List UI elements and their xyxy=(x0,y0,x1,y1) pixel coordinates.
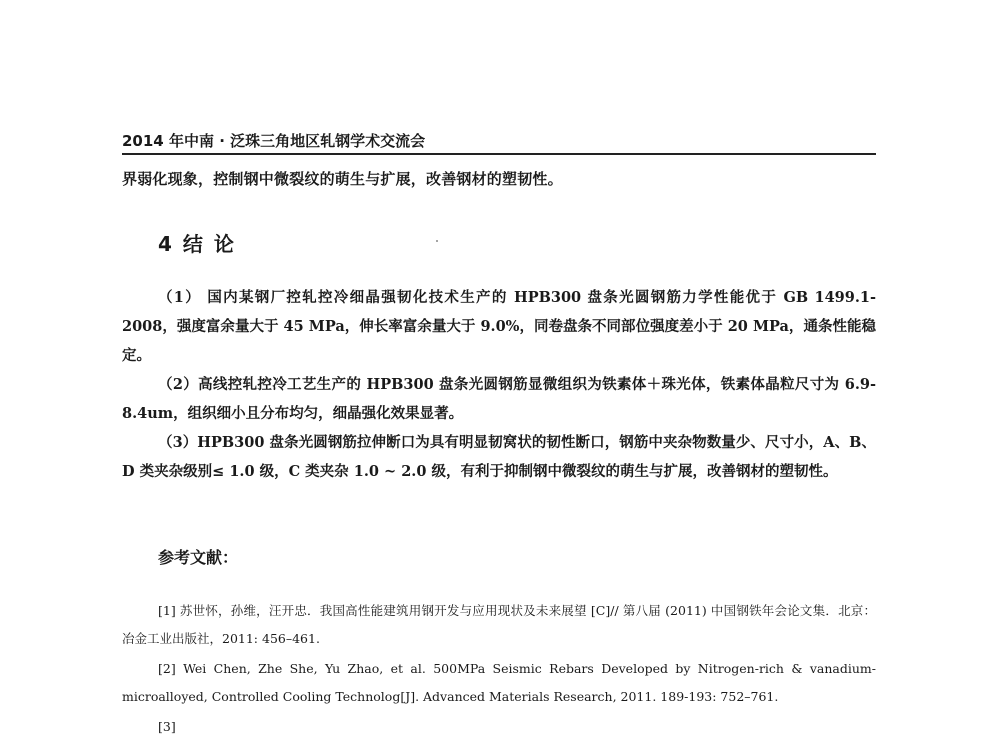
reference-item: [2] Wei Chen, Zhe She, Yu Zhao, et al. 500MPa Seismic Rebars Developed by Nitrogen-rich & vanadium-microalloyed, Controlled Cooling Technolog[J]. Advanced Materials Research, 2011. 189-193: 752–761. xyxy=(122,661,876,704)
running-header: 2014 年中南 · 泛珠三角地区轧钢学术交流会 xyxy=(122,132,426,150)
reference-item: [3] xyxy=(158,719,176,734)
conclusion-paragraph: （3）HPB300 盘条光圆钢筋拉伸断口为具有明显韧窝状的韧性断口，钢筋中夹杂物数量少、尺寸小，A、B、D 类夹杂级别≤ 1.0 级，C 类夹杂 1.0 ~ 2.0 级，有利于抑制钢中微裂纹的萌生与扩展，改善钢材的塑韧性。 xyxy=(122,434,876,480)
scan-speck xyxy=(436,240,438,242)
conclusion-paragraph: （2）高线控轧控冷工艺生产的 HPB300 盘条光圆钢筋显微组织为铁素体＋珠光体，铁素体晶粒尺寸为 6.9-8.4um，组织细小且分布均匀，细晶强化效果显著。 xyxy=(122,376,876,422)
reference-item: [1] 苏世怀，孙维，汪开忠．我国高性能建筑用钢开发与应用现状及未来展望 [C]// 第八届 (2011) 中国钢铁年会论文集．北京：冶金工业出版社，2011: 456–461. xyxy=(122,603,876,646)
continuation-text: 界弱化现象，控制钢中微裂纹的萌生与扩展，改善钢材的塑韧性。 xyxy=(122,170,563,188)
header-rule xyxy=(122,153,876,155)
conclusion-paragraph: （1） 国内某钢厂控轧控冷细晶强韧化技术生产的 HPB300 盘条光圆钢筋力学性能优于 GB 1499.1-2008，强度富余量大于 45 MPa，伸长率富余量大于 9.0%，同卷盘条不同部位强度差小于 20 MPa，通条性能稳定。 xyxy=(122,289,876,364)
section-title: 4 结 论 xyxy=(158,232,236,256)
references-title: 参考文献： xyxy=(158,548,239,567)
